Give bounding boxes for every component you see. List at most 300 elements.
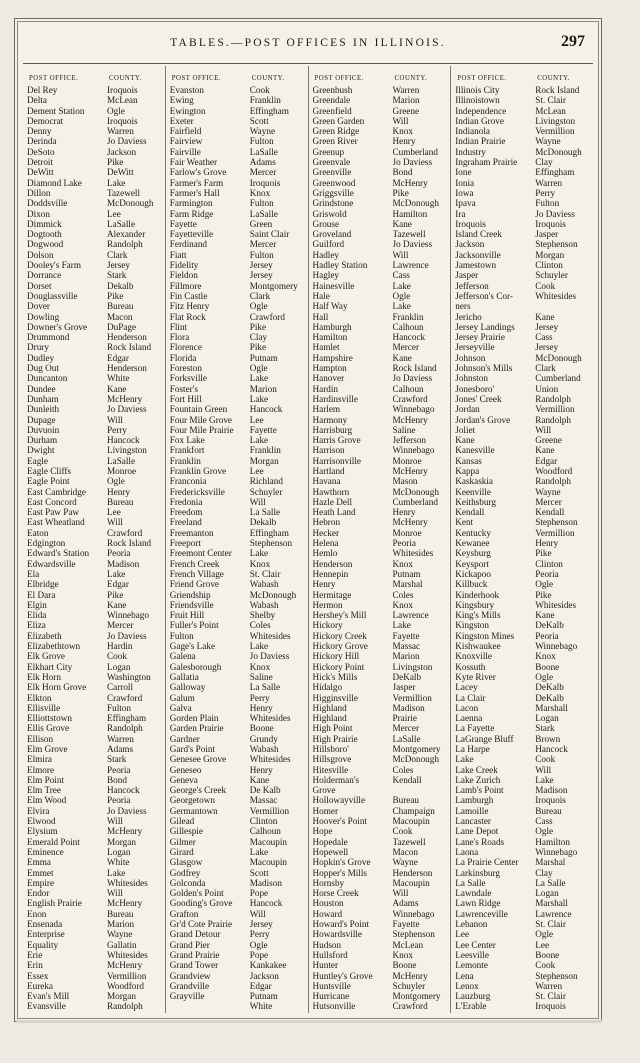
county-name: Dekalb [107, 280, 134, 291]
county-name: Stephenson [535, 239, 578, 250]
county-name: Cook [107, 651, 127, 662]
table-row [27, 795, 162, 805]
post-office-name: Elk Horn Grove [27, 682, 87, 693]
post-office-name: Genesee Grove [169, 754, 227, 765]
table-row [313, 579, 448, 589]
post-office-name: Horse Creek [312, 888, 359, 899]
table-row [27, 723, 162, 733]
table-row [455, 384, 590, 394]
county-name: Knox [249, 187, 271, 198]
post-office-name: Jasper [455, 270, 479, 281]
county-name: Will [392, 888, 409, 899]
table-row [455, 497, 590, 507]
county-name: Kane [535, 311, 555, 322]
table-row [170, 147, 305, 157]
table-row [170, 445, 305, 455]
post-office-name: Ingraham Prairie [455, 157, 518, 168]
table-row [27, 754, 162, 764]
post-office-name: Lauzburg [455, 991, 491, 1002]
county-name: Hancock [392, 332, 426, 343]
county-name: Greene [535, 435, 562, 446]
post-office-name: King's Mills [455, 610, 501, 621]
table-row [170, 239, 305, 249]
table-row [27, 517, 162, 527]
column-header [170, 66, 305, 82]
table-row [170, 723, 305, 733]
county-name: Peoria [107, 795, 131, 806]
post-office-name: Hawthorn [312, 486, 350, 497]
post-office-name: Lake Zurich [455, 774, 501, 785]
county-name: Lake [392, 301, 411, 312]
table-row [170, 425, 305, 435]
post-office-name: Dunleith [27, 404, 60, 415]
county-name: Kane [392, 218, 412, 229]
post-office-name: Hermon [312, 599, 343, 610]
county-name: Richland [249, 476, 283, 487]
post-office-name: Farmer's Farm [169, 177, 224, 188]
table-row [27, 456, 162, 466]
post-office-name: Essex [27, 970, 49, 981]
post-office-name: Jordan's Grove [455, 414, 511, 425]
post-office-name: Doddsville [27, 198, 68, 209]
county-name: Putnam [392, 568, 421, 579]
post-office-name: Freeport [169, 538, 201, 549]
county-name: Schuyler [535, 270, 568, 281]
table-row [170, 95, 305, 105]
table-row [455, 188, 590, 198]
county-name: Mercer [249, 167, 277, 178]
post-office-name: Kingston Mines [455, 630, 515, 641]
table-row [27, 322, 162, 332]
county-name: Hamilton [535, 836, 570, 847]
county-name: Lawrence [392, 260, 429, 271]
table-row [455, 239, 590, 249]
post-office-name: Elizabethtown [27, 641, 81, 652]
post-office-name: Johnston [455, 373, 488, 384]
post-office-name: Hanover [312, 373, 345, 384]
post-office-name: Lenox [455, 980, 479, 991]
county-name: Saint Clair [249, 229, 290, 240]
table-row [313, 239, 448, 249]
post-office-name: Farm Ridge [169, 208, 214, 219]
table-row [313, 713, 448, 723]
county-name: Kane [392, 352, 412, 363]
county-name: Tazewell [392, 836, 426, 847]
post-office-name: Dunham [27, 393, 59, 404]
post-office-name: Ferdinand [169, 239, 208, 250]
post-office-name: Edwardsville [27, 558, 76, 569]
post-office-name: Illinois City [455, 85, 500, 95]
page-number: 297 [561, 33, 585, 50]
post-office-name: Fairfield [169, 126, 202, 137]
table-row [170, 754, 305, 764]
post-office-name: Kentucky [455, 527, 491, 538]
table-row [27, 785, 162, 795]
post-office-name: Frankfort [169, 445, 205, 456]
county-name: Saline [249, 671, 273, 682]
post-office-name: Eminence [27, 846, 64, 857]
county-name: McHenry [392, 414, 428, 425]
county-name: Ogle [535, 579, 554, 590]
post-office-name: Lake Creek [455, 764, 498, 775]
table-row [27, 960, 162, 970]
table-row [313, 312, 448, 322]
county-name: Cumberland [392, 496, 438, 507]
post-office-name: Hemlo [312, 548, 338, 559]
table-row [455, 260, 590, 270]
table-row [170, 960, 305, 970]
county-name: Winnebago [535, 641, 578, 652]
post-office-name: Hecker [312, 527, 340, 538]
post-office-name: Independence [455, 105, 507, 116]
county-name: Saline [392, 424, 416, 435]
county-name: McDonough [535, 146, 582, 157]
post-office-name: English Prairie [27, 898, 82, 909]
county-name: Livingston [107, 445, 147, 456]
post-office-name: Durham [27, 435, 58, 446]
county-name: Fulton [535, 198, 560, 209]
post-office-name: Ewing [169, 95, 194, 106]
table-row [170, 785, 305, 795]
table-row [27, 466, 162, 476]
table-row [27, 693, 162, 703]
table-row [455, 85, 590, 95]
county-name: Lake [249, 641, 269, 652]
table-row [27, 898, 162, 908]
table-row [313, 672, 448, 682]
county-name: Logan [107, 661, 131, 672]
county-name: Crawford [392, 393, 428, 404]
post-office-name: Kishwaukee [455, 641, 501, 652]
county-name: Knox [392, 949, 413, 960]
county-name: Randolph [107, 723, 143, 734]
table-row [170, 301, 305, 311]
county-name: Ogle [392, 290, 411, 301]
post-office-name: Kendall [455, 507, 485, 518]
post-office-name: Hickory Creek [312, 630, 367, 641]
table-row [170, 981, 305, 991]
post-office-name: Georgetown [169, 795, 215, 806]
county-name: Will [107, 816, 123, 827]
table-row [313, 456, 448, 466]
county-name: Lee [249, 465, 264, 476]
table-row [170, 857, 305, 867]
table-row [27, 765, 162, 775]
county-name: Massac [392, 641, 421, 652]
county-name: Jo Daviess [107, 136, 147, 147]
table-row [170, 404, 305, 414]
county-name: Monroe [392, 527, 422, 538]
county-name: De Kalb [249, 785, 281, 796]
post-office-name: Evansville [27, 1001, 66, 1012]
post-office-name: Keysport [455, 558, 489, 569]
county-name: Cook [249, 85, 270, 95]
county-name: Stark [535, 723, 555, 734]
post-office-name: Jefferson [455, 280, 489, 291]
table-row [455, 909, 590, 919]
county-name: Clay [535, 157, 553, 168]
county-name: Ogle [249, 363, 268, 374]
county-name: Greene [392, 105, 420, 116]
table-row [455, 415, 590, 425]
post-office-name: Eagle Cliffs [27, 465, 71, 476]
table-row [170, 466, 305, 476]
county-name: Green [249, 218, 273, 229]
table-row [27, 250, 162, 260]
table-row [27, 116, 162, 126]
county-name: Mercer [392, 723, 420, 734]
post-office-name: Equality [27, 939, 59, 950]
county-name: McDonough [392, 486, 439, 497]
county-name: Will [249, 908, 266, 919]
post-office-name: Erin [27, 960, 43, 971]
county-name: McHenry [392, 970, 428, 981]
post-office-name: Enon [27, 908, 47, 919]
post-office-name: Keithsburg [455, 496, 496, 507]
post-office-name: Hopedale [312, 836, 348, 847]
county-header: COUNTY. [394, 75, 428, 82]
county-name: Whitesides [249, 713, 291, 724]
county-name: Randolph [107, 239, 143, 250]
table-row [27, 301, 162, 311]
table-row [27, 136, 162, 146]
county-name: McDonough [392, 198, 439, 209]
table-row [170, 662, 305, 672]
county-name: Marion [392, 95, 420, 106]
post-office-name: Kingston [455, 620, 489, 631]
county-name: Hancock [535, 744, 568, 754]
post-office-name: Lake [455, 754, 474, 765]
table-row [455, 785, 590, 795]
post-office-name: Duvuoin [27, 424, 60, 435]
table-row [27, 806, 162, 816]
post-office-name: Hopper's Mills [312, 867, 367, 878]
table-row [27, 929, 162, 939]
table-row [170, 909, 305, 919]
post-office-name: Howard [312, 908, 343, 919]
table-row [170, 878, 305, 888]
table-row [27, 353, 162, 363]
table-row [27, 981, 162, 991]
table-row [170, 744, 305, 754]
post-office-name: Laenna [455, 713, 483, 724]
table-row [313, 291, 448, 301]
table-row [170, 765, 305, 775]
county-name: Henry [249, 702, 273, 713]
post-office-name: Keenville [455, 486, 491, 497]
county-name: Stephenson [535, 517, 578, 528]
county-name: Cass [392, 270, 410, 281]
county-name: Jo Daviess [107, 404, 147, 415]
table-row [313, 806, 448, 816]
post-office-name: Greenbush [312, 85, 353, 95]
table-row [313, 940, 448, 950]
county-name: Franklin [392, 311, 424, 322]
county-name: McHenry [107, 393, 143, 404]
post-office-name: Franklin Grove [169, 465, 227, 476]
county-name: Winnebago [392, 404, 435, 415]
county-name: Henderson [107, 332, 147, 343]
table-row [313, 384, 448, 394]
county-name [535, 301, 590, 311]
county-name: Macoupin [392, 816, 430, 827]
post-office-name: Indian Grove [455, 115, 504, 126]
header-rule [23, 63, 593, 64]
table-row [313, 188, 448, 198]
table-row [313, 590, 448, 600]
table-row [455, 919, 590, 929]
county-name: Boone [535, 661, 560, 672]
table-row [455, 517, 590, 527]
county-name: Randolph [535, 393, 571, 404]
table-row [313, 136, 448, 146]
table-row [170, 517, 305, 527]
county-name: Mercer [249, 239, 277, 250]
post-office-name: Hadley Station [312, 260, 368, 271]
post-office-name: Golden's Point [169, 888, 224, 899]
table-row [313, 476, 448, 486]
county-name: Livingston [392, 661, 433, 672]
county-name: Jackson [107, 146, 137, 157]
county-name: Peoria [107, 764, 131, 775]
table-row [170, 342, 305, 352]
table-column [450, 66, 593, 1013]
table-row [455, 713, 590, 723]
county-name: Lawrence [392, 610, 429, 621]
table-row [27, 610, 162, 620]
table-row [27, 332, 162, 342]
post-office-name: L'Erable [455, 1001, 487, 1012]
post-office-name: Dillon [27, 187, 51, 198]
county-name: Henderson [107, 363, 147, 374]
table-row [313, 837, 448, 847]
table-column [308, 66, 451, 1013]
post-office-name: Duncanton [27, 373, 68, 384]
post-office-name: Elmore [27, 764, 55, 775]
table-row [313, 435, 448, 445]
post-office-name: Fieldon [169, 270, 198, 281]
table-row [170, 826, 305, 836]
county-name: Ogle [249, 301, 268, 312]
post-office-name: Enterprise [27, 929, 65, 940]
table-row [27, 682, 162, 692]
table-row [313, 919, 448, 929]
county-name: Warren [535, 980, 563, 991]
county-name: Henry [535, 538, 559, 549]
county-name: Franklin [249, 95, 281, 106]
county-name: Marion [249, 383, 277, 394]
table-row [313, 703, 448, 713]
table-row [27, 126, 162, 136]
table-row [455, 929, 590, 939]
post-office-name: Huntsville [312, 980, 351, 991]
post-office-name: Hennepin [312, 568, 349, 579]
post-office-name: Lawn Ridge [455, 898, 501, 909]
table-row [170, 713, 305, 723]
post-office-name: Gallatia [169, 671, 199, 682]
table-row [27, 198, 162, 208]
county-name: Schuyler [249, 486, 283, 497]
table-row [27, 631, 162, 641]
table-row [170, 487, 305, 497]
table-row [27, 734, 162, 744]
county-name: Whitesides [535, 599, 577, 610]
table-row [313, 991, 448, 1001]
county-name: Bureau [107, 496, 134, 507]
county-name: Woodford [107, 980, 145, 991]
post-office-name: Groveland [312, 229, 352, 240]
post-office-name: Hope [312, 826, 333, 837]
post-office-name: Hickory Point [312, 661, 365, 672]
post-office-name: Franconia [169, 476, 207, 487]
table-row [455, 229, 590, 239]
county-name: Henry [392, 507, 416, 518]
table-row [170, 919, 305, 929]
table-row [170, 631, 305, 641]
county-name: Montgomery [392, 991, 441, 1002]
post-office-name: Geneseo [169, 764, 202, 775]
post-office-name: Hazle Dell [312, 496, 353, 507]
post-office-name: Indianola [455, 126, 490, 137]
county-name: Knox [535, 651, 556, 662]
post-office-name: Fitz Henry [169, 301, 210, 312]
post-office-name: Knoxville [455, 651, 492, 662]
county-name: Madison [535, 785, 568, 796]
table-row [170, 270, 305, 280]
county-name: Vermillion [535, 404, 575, 415]
county-name: Perry [249, 929, 270, 940]
table-row [313, 1001, 448, 1011]
post-office-name: Foreston [169, 363, 202, 374]
county-name: Adams [249, 157, 276, 168]
county-name: McHenry [107, 898, 143, 909]
county-name: Coles [392, 764, 414, 775]
post-office-name: French Creek [169, 558, 220, 569]
table-row [170, 950, 305, 960]
county-name: Henderson [392, 867, 433, 878]
county-name: Tazewell [107, 187, 141, 198]
county-name: Jersey [535, 342, 559, 353]
table-row [313, 528, 448, 538]
post-office-name: Dwight [27, 445, 55, 456]
post-office-name: Ionia [455, 177, 475, 188]
table-row [170, 167, 305, 177]
post-office-name: Gage's Lake [169, 641, 216, 652]
post-office-name: Florence [169, 342, 202, 353]
table-row [455, 826, 590, 836]
county-name: DeKalb [392, 671, 422, 682]
post-office-name: Elm Point [27, 774, 65, 785]
county-name: Bureau [107, 301, 134, 312]
table-row [170, 929, 305, 939]
post-office-name: Howard's Point [312, 919, 370, 930]
county-name: Kendall [535, 507, 565, 518]
county-name: Edgar [535, 455, 558, 466]
post-office-name: Four Mile Prairie [169, 424, 234, 435]
county-name: Macoupin [249, 857, 288, 868]
post-office-name: Fidelity [169, 260, 199, 271]
county-name: St. Clair [535, 919, 566, 930]
table-row [27, 878, 162, 888]
county-name: White [107, 373, 130, 384]
county-name: Effingham [249, 105, 289, 116]
county-name: Winnebago [392, 445, 435, 456]
table-row [27, 569, 162, 579]
table-row [313, 95, 448, 105]
post-office-name: Freeland [169, 517, 202, 528]
post-office-name: Fredericksville [169, 486, 225, 497]
table-row [455, 682, 590, 692]
